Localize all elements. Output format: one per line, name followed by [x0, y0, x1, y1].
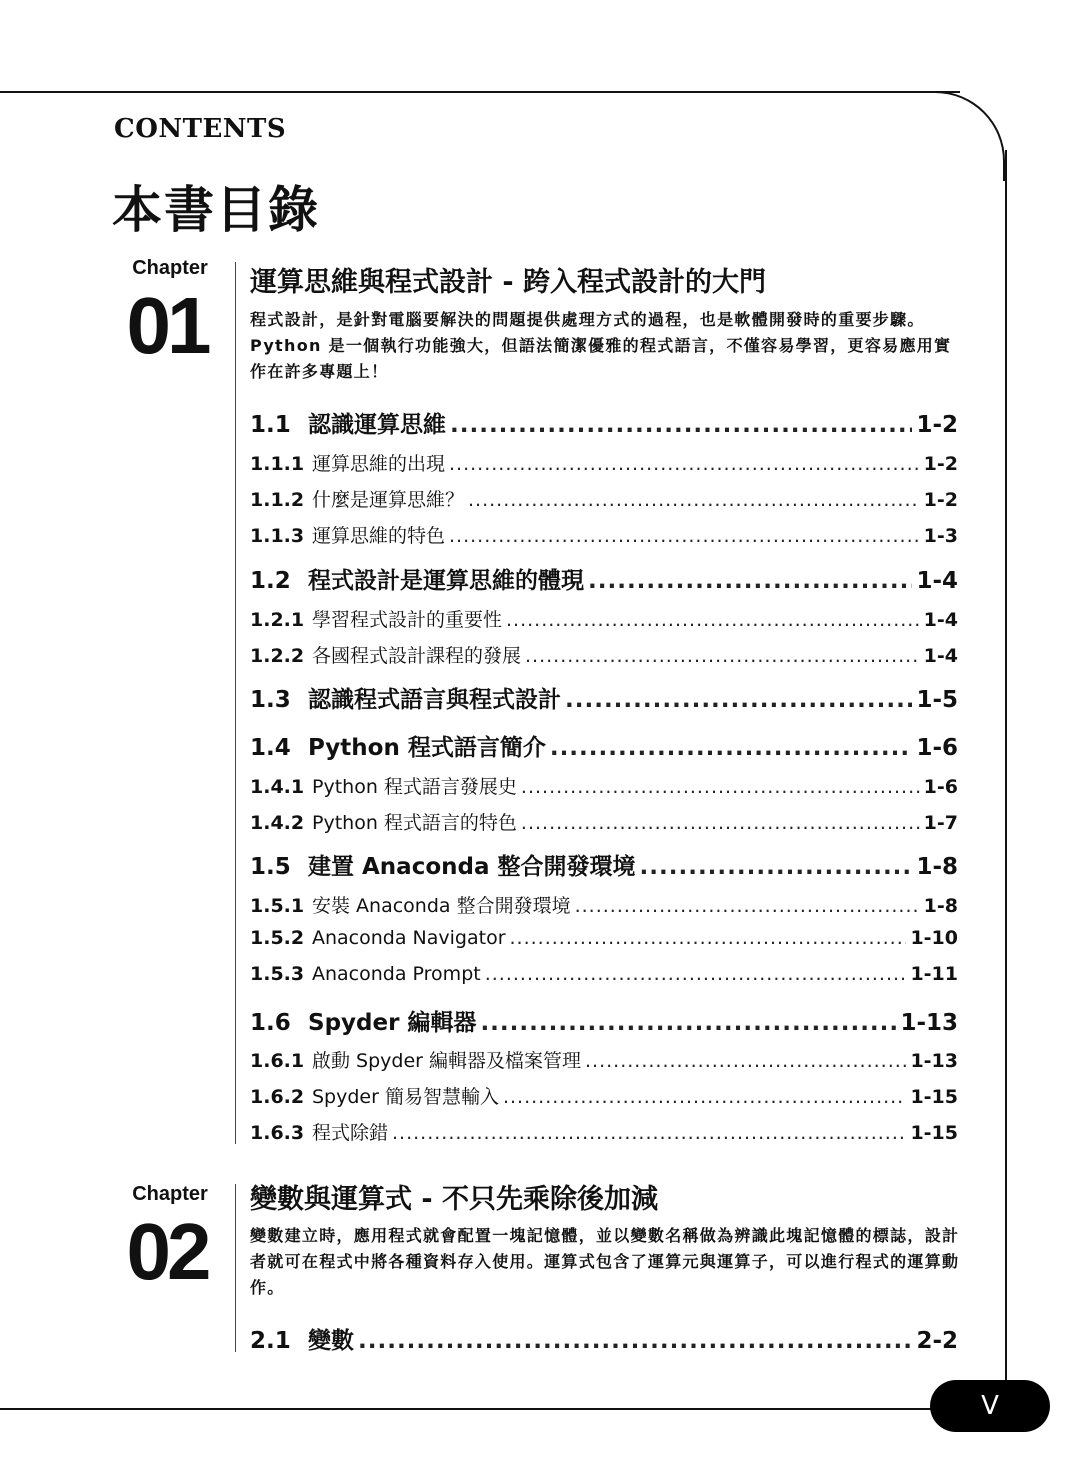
- entry-number: 1.2.1: [250, 609, 305, 631]
- entry-page: 1-15: [910, 1086, 958, 1108]
- entry-title: Python 程式語言簡介: [308, 735, 546, 761]
- entry-title: 安裝 Anaconda 整合開發環境: [312, 895, 571, 917]
- entry-number: 1.6.3: [250, 1122, 305, 1144]
- contents-label: CONTENTS: [114, 114, 287, 144]
- toc-entry[interactable]: [250, 1118, 958, 1145]
- toc-entry[interactable]: [250, 406, 958, 439]
- entry-page: 1-10: [910, 927, 958, 949]
- entry-page: 1-11: [910, 963, 958, 985]
- entry-title: 建置 Anaconda 整合開發環境: [308, 854, 636, 880]
- entry-number: 1.2: [250, 568, 291, 594]
- entry-title: Spyder 編輯器: [308, 1010, 477, 1036]
- entry-title: 什麼是運算思維？: [312, 489, 465, 511]
- entry-title: 認識運算思維: [308, 412, 446, 438]
- entry-title: 學習程式設計的重要性: [312, 609, 503, 631]
- dot-leader: [565, 687, 912, 713]
- toc-entry[interactable]: [250, 521, 958, 548]
- chapter-description: 變數建立時，應用程式就會配置一塊記憶體，並以變數名稱做為辨識此塊記憶體的標誌，設計者就可在程式中將各種資料存入使用。運算式包含了運算元與運算子，可以進行程式的運算動作。: [250, 1226, 960, 1297]
- entry-number: 1.3: [250, 687, 291, 713]
- entry-title: 程式除錯: [312, 1122, 389, 1144]
- entry-page: 1-13: [910, 1050, 958, 1072]
- entry-number: 1.6.2: [250, 1086, 305, 1108]
- top-rule: [0, 91, 960, 93]
- entry-number: 1.5.1: [250, 895, 305, 917]
- entry-page: 1-15: [910, 1122, 958, 1144]
- entry-page: 1-2: [923, 489, 958, 511]
- entry-page: 1-8: [916, 854, 958, 880]
- entry-title: Python 程式語言的特色: [312, 812, 517, 834]
- page-number: V: [930, 1380, 1050, 1432]
- toc-entry[interactable]: [250, 449, 958, 476]
- chapter-number: 02: [126, 1207, 208, 1296]
- dot-leader: [588, 568, 912, 594]
- entry-number: 1.4: [250, 735, 291, 761]
- entry-title: 各國程式設計課程的發展: [312, 645, 522, 667]
- entry-page: 1-4: [923, 645, 958, 667]
- dot-leader: [521, 776, 920, 798]
- toc-entry[interactable]: [250, 681, 958, 714]
- entry-number: 2.1: [250, 1328, 291, 1354]
- dot-leader: [525, 645, 920, 667]
- toc-entry[interactable]: [250, 562, 958, 595]
- entry-page: 1-13: [900, 1010, 958, 1036]
- dot-leader: [358, 1328, 912, 1354]
- entry-title: Anaconda Prompt: [312, 963, 481, 985]
- toc-entry[interactable]: [250, 1004, 958, 1037]
- dot-leader: [503, 1086, 906, 1108]
- entry-title: 程式設計是運算思維的體現: [308, 568, 584, 594]
- toc-entry[interactable]: [250, 605, 958, 632]
- entry-page: 1-7: [923, 812, 958, 834]
- entry-page: 1-6: [923, 776, 958, 798]
- page-title: 本書目錄: [112, 180, 320, 239]
- chapter-label: Chapter: [132, 1183, 208, 1205]
- entry-number: 1.6: [250, 1010, 291, 1036]
- right-rule: [1005, 150, 1007, 1380]
- dot-leader: [392, 1122, 906, 1144]
- bottom-rule: [0, 1408, 935, 1410]
- entry-page: 1-4: [916, 568, 958, 594]
- dot-leader: [449, 525, 920, 547]
- toc-entry[interactable]: [250, 485, 958, 512]
- chapter-divider: [235, 262, 236, 1144]
- toc-entry[interactable]: [250, 1082, 958, 1109]
- toc-entry[interactable]: [250, 848, 958, 881]
- entry-title: 啟動 Spyder 編輯器及檔案管理: [312, 1050, 582, 1072]
- entry-number: 1.5.3: [250, 963, 305, 985]
- toc-entry[interactable]: [250, 808, 958, 835]
- dot-leader: [521, 812, 920, 834]
- toc-entry[interactable]: [250, 927, 958, 949]
- dot-leader: [585, 1050, 906, 1072]
- chapter-number: 01: [126, 281, 208, 370]
- entry-number: 1.2.2: [250, 645, 305, 667]
- dot-leader: [506, 609, 920, 631]
- entry-title: Python 程式語言發展史: [312, 776, 517, 798]
- entry-page: 1-5: [916, 687, 958, 713]
- entry-page: 1-3: [923, 525, 958, 547]
- entry-page: 1-8: [923, 895, 958, 917]
- toc-entry[interactable]: [250, 963, 958, 985]
- dot-leader: [480, 1010, 896, 1036]
- entry-title: 運算思維的特色: [312, 525, 446, 547]
- toc-entry[interactable]: [250, 772, 958, 799]
- dot-leader: [485, 963, 907, 985]
- entry-number: 1.5.2: [250, 927, 305, 949]
- dot-leader: [449, 453, 920, 475]
- entry-number: 1.5: [250, 854, 291, 880]
- toc-entry[interactable]: [250, 641, 958, 668]
- dot-leader: [640, 854, 913, 880]
- toc-entry[interactable]: [250, 1322, 958, 1355]
- entry-number: 1.1: [250, 412, 291, 438]
- frame-corner: [915, 91, 1005, 181]
- toc-entry[interactable]: [250, 891, 958, 918]
- toc-entry[interactable]: [250, 1046, 958, 1073]
- chapter-label: Chapter: [132, 257, 208, 279]
- entry-page: 2-2: [916, 1328, 958, 1354]
- entry-title: 認識程式語言與程式設計: [308, 687, 561, 713]
- entry-page: 1-6: [916, 735, 958, 761]
- entry-page: 1-2: [916, 412, 958, 438]
- dot-leader: [575, 895, 920, 917]
- dot-leader: [468, 489, 920, 511]
- entry-title: Anaconda Navigator: [312, 927, 506, 949]
- entry-number: 1.4.2: [250, 812, 305, 834]
- toc-entry[interactable]: [250, 729, 958, 762]
- entry-page: 1-4: [923, 609, 958, 631]
- dot-leader: [510, 927, 907, 949]
- entry-number: 1.1.2: [250, 489, 305, 511]
- chapter-title: 運算思維與程式設計 - 跨入程式設計的大門: [250, 267, 767, 298]
- entry-page: 1-2: [923, 453, 958, 475]
- entry-title: 變數: [308, 1328, 354, 1354]
- chapter-description: 程式設計，是針對電腦要解決的問題提供處理方式的過程，也是軟體開發時的重要步驟。Python 是一個執行功能強大，但語法簡潔優雅的程式語言，不僅容易學習，更容易應用實作在許多專題上！: [250, 310, 952, 381]
- entry-number: 1.4.1: [250, 776, 305, 798]
- entry-number: 1.1.3: [250, 525, 305, 547]
- entry-number: 1.6.1: [250, 1050, 305, 1072]
- dot-leader: [550, 735, 913, 761]
- dot-leader: [450, 412, 912, 438]
- entry-title: 運算思維的出現: [312, 453, 446, 475]
- entry-title: Spyder 簡易智慧輸入: [312, 1086, 499, 1108]
- chapter-divider: [235, 1184, 236, 1352]
- entry-number: 1.1.1: [250, 453, 305, 475]
- chapter-title: 變數與運算式 - 不只先乘除後加減: [250, 1184, 659, 1215]
